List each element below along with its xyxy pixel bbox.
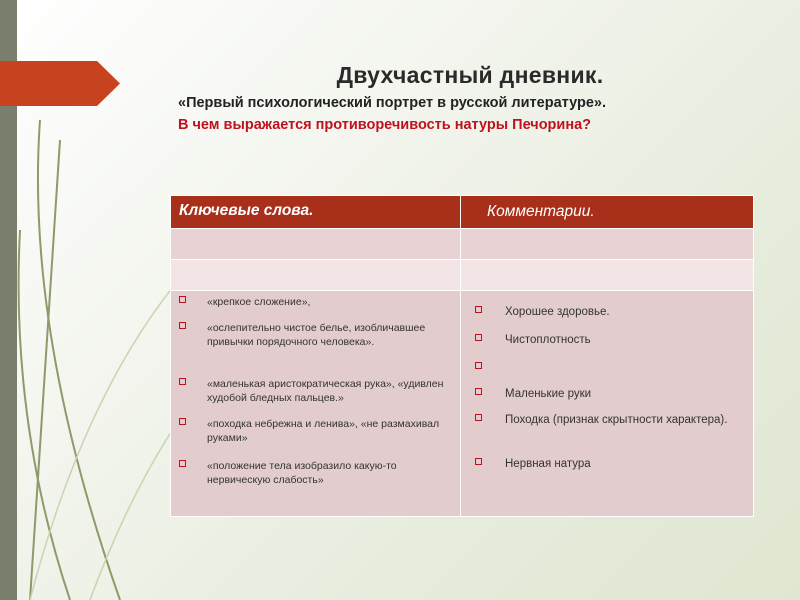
- bullet-icon: [179, 322, 186, 329]
- bullet-icon: [475, 414, 482, 421]
- table-row: [171, 229, 754, 260]
- table-row: [171, 291, 754, 517]
- accent-arrow-shape: [0, 61, 120, 106]
- page-question: В чем выражается противоречивость натуры Печорина?: [178, 117, 591, 133]
- title-block: [170, 62, 770, 133]
- list-item: Нервная натура: [475, 457, 740, 471]
- list-item: Хорошее здоровье.: [475, 305, 740, 319]
- table-cell: [461, 229, 754, 260]
- list-item: Чистоплотность: [475, 333, 740, 347]
- list-item: «походка небрежна и ленива», «не размахивал руками»: [179, 417, 454, 445]
- table-row: [171, 260, 754, 291]
- bullet-icon: [179, 460, 186, 467]
- list-item: «маленькая аристократическая рука», «удивлен худобой бледных пальцев.»: [179, 377, 454, 405]
- list-item: Походка (признак скрытности характера).: [475, 413, 740, 427]
- list-item: «положение тела изобразило какую-то нервическую слабость»: [179, 459, 454, 487]
- bullet-icon: [179, 296, 186, 303]
- header-keywords: Ключевые слова.: [171, 196, 461, 229]
- bullet-icon: [475, 362, 482, 369]
- list-item: Маленькие руки: [475, 387, 740, 401]
- diary-table: [170, 195, 754, 517]
- page-subtitle: «Первый психологический портрет в русской литературе».: [178, 95, 606, 111]
- keywords-cell: [171, 291, 461, 517]
- table-header-row: [171, 196, 754, 229]
- comments-cell: [461, 291, 754, 517]
- header-comments: Комментарии.: [461, 196, 754, 229]
- bullet-icon: [475, 388, 482, 395]
- table-cell: [171, 229, 461, 260]
- table-cell: [461, 260, 754, 291]
- bullet-icon: [179, 378, 186, 385]
- bullet-icon: [475, 334, 482, 341]
- list-item: «крепкое сложение»,: [179, 295, 454, 309]
- page-title: Двухчастный дневник.: [336, 62, 604, 88]
- table-cell: [171, 260, 461, 291]
- list-item: «ослепительно чистое белье, изобличавшее привычки порядочного человека».: [179, 321, 454, 349]
- bullet-icon: [475, 458, 482, 465]
- bullet-icon: [179, 418, 186, 425]
- bullet-icon: [475, 306, 482, 313]
